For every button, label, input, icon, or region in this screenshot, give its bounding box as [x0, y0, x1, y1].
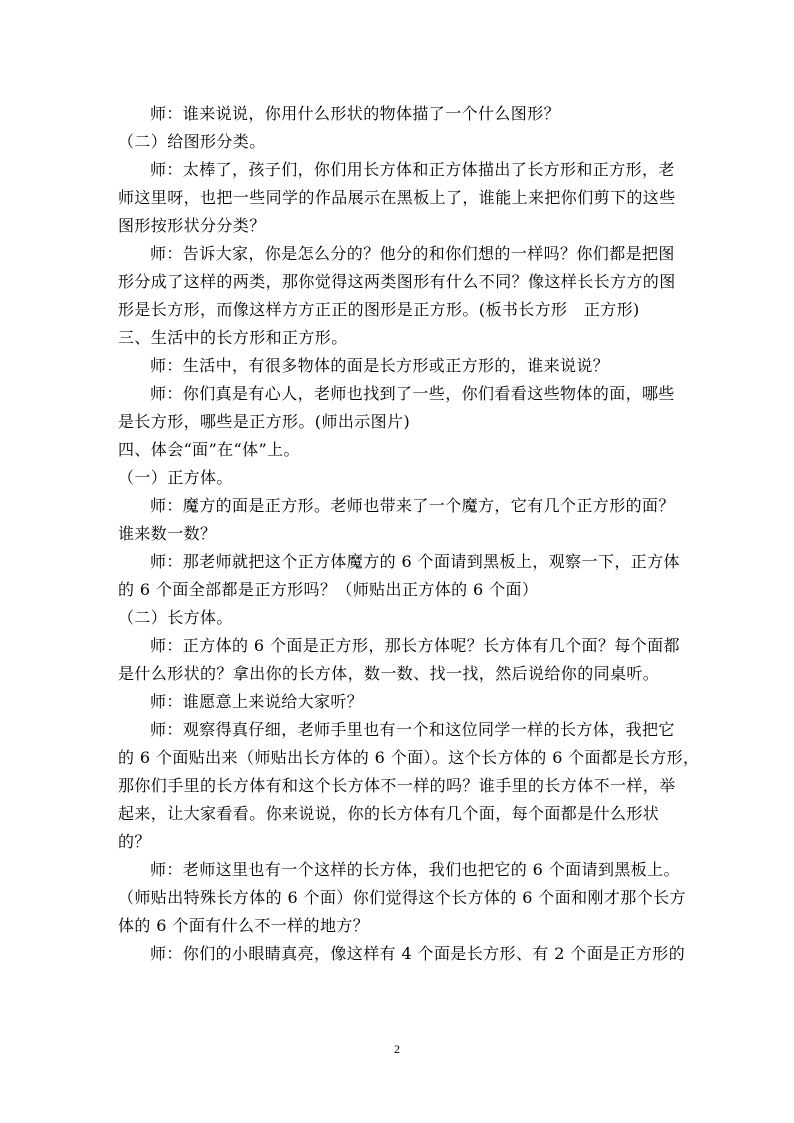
document-body: [118, 100, 700, 968]
text-line: 师：魔方的面是正方形。老师也带来了一个魔方，它有几个正方形的面？: [150, 496, 675, 515]
text-line: 是长方形，哪些是正方形。(师出示图片): [118, 412, 411, 431]
text-line: 的 6 个面全部都是正方形吗？（师贴出正方体的 6 个面）: [118, 580, 539, 599]
text-line: 师：谁来说说，你用什么形状的物体描了一个什么图形？: [150, 104, 561, 123]
text-line: 三、生活中的长方形和正方形。: [118, 328, 348, 347]
text-line: 师：你们的小眼睛真亮，像这样有 4 个面是长方形、有 2 个面是正方形的: [150, 944, 686, 963]
text-line: 图形按形状分分类？: [118, 216, 266, 235]
text-line: （师贴出特殊长方体的 6 个面）你们觉得这个长方体的 6 个面和刚才那个长方: [118, 888, 686, 907]
text-line: 的 6 个面贴出来（师贴出长方体的 6 个面）。这个长方体的 6 个面都是长方形，: [118, 748, 700, 767]
text-line: （二）给图形分类。: [118, 132, 266, 151]
text-line: 师：告诉大家，你是怎么分的？他分的和你们想的一样吗？你们都是把图: [150, 244, 675, 263]
text-line: 形分成了这样的两类，那你觉得这两类图形有什么不同？像这样长长方方的图: [118, 272, 676, 291]
text-line: （一）正方体。: [118, 468, 233, 487]
text-line: 形是长方形，而像这样方方正正的图形是正方形。(板书长方形 正方形): [118, 300, 640, 319]
text-line: 的？: [118, 832, 151, 851]
text-line: 师：生活中，有很多物体的面是长方形或正方形的，谁来说说？: [150, 356, 610, 375]
text-line: 师这里呀，也把一些同学的作品展示在黑板上了，谁能上来把你们剪下的这些: [118, 188, 676, 207]
text-line: 师：谁愿意上来说给大家听？: [150, 692, 364, 711]
text-line: 起来，让大家看看。你来说说，你的长方体有几个面，每个面都是什么形状: [118, 804, 660, 823]
text-line: 师：观察得真仔细，老师手里也有一个和这位同学一样的长方体，我把它: [150, 720, 675, 739]
text-line: 师：老师这里也有一个这样的长方体，我们也把它的 6 个面请到黑板上。: [150, 860, 680, 879]
text-line: 是什么形状的？拿出你的长方体，数一数、找一找，然后说给你的同桌听。: [118, 664, 660, 683]
text-line: 四、体会“面”在“体”上。: [118, 440, 300, 459]
text-line: 谁来数一数？: [118, 524, 217, 543]
text-line: 师：太棒了，孩子们，你们用长方体和正方体描出了长方形和正方形，老: [150, 160, 675, 179]
text-line: 师：你们真是有心人，老师也找到了一些，你们看看这些物体的面，哪些: [150, 384, 675, 403]
text-line: 师：那老师就把这个正方体魔方的 6 个面请到黑板上，观察一下，正方体: [150, 552, 680, 571]
text-line: 那你们手里的长方体有和这个长方体不一样的吗？谁手里的长方体不一样，举: [118, 776, 676, 795]
text-line: 师：正方体的 6 个面是正方形，那长方体呢？长方体有几个面？每个面都: [150, 636, 680, 655]
text-line: （二）长方体。: [118, 608, 233, 627]
text-line: 体的 6 个面有什么不一样的地方？: [118, 916, 370, 935]
page-number: 2: [394, 1042, 400, 1056]
